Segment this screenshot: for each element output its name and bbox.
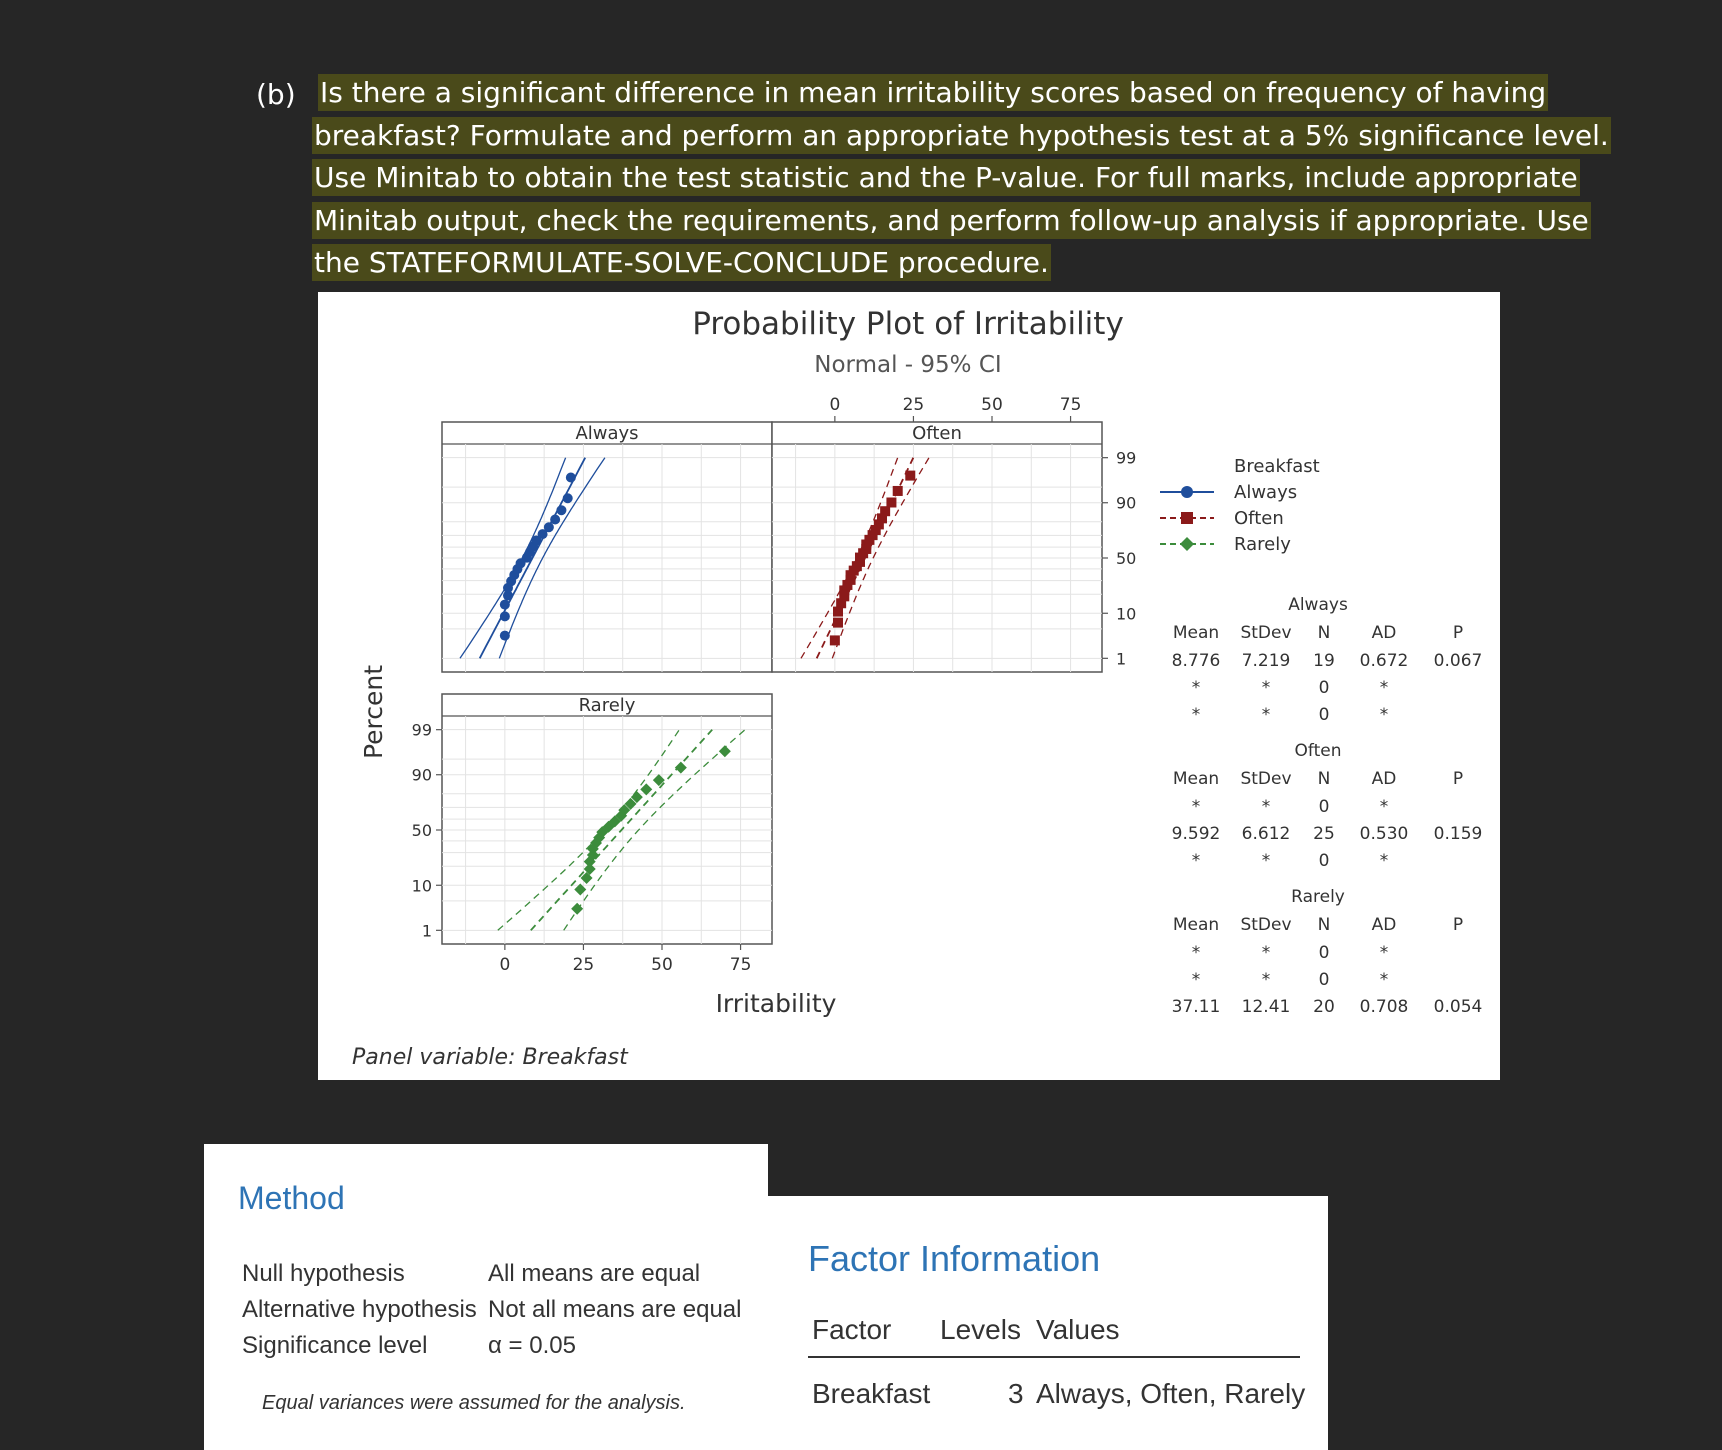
stats-cell: 0.530 <box>1359 824 1409 844</box>
stats-header-cell: P <box>1452 915 1464 935</box>
data-point-often <box>833 618 843 628</box>
legend-label-often: Often <box>1234 508 1284 529</box>
stats-header-cell: P <box>1452 769 1464 789</box>
stats-cell: * <box>1379 943 1389 963</box>
method-null-label: Null hypothesis <box>242 1260 405 1287</box>
data-point-always <box>544 522 554 532</box>
method-card <box>204 1144 768 1450</box>
stats-cell: * <box>1261 970 1271 990</box>
left-axis-tick-label: 1 <box>421 921 432 941</box>
factor-row-values: Always, Often, Rarely <box>1036 1378 1306 1409</box>
stats-header-cell: StDev <box>1240 623 1292 643</box>
stats-cell: 25 <box>1313 824 1335 844</box>
stats-cell: 0 <box>1318 797 1330 817</box>
factor-row-factor: Breakfast <box>812 1378 931 1409</box>
stats-cell: 0.159 <box>1433 824 1483 844</box>
stats-cell: 9.592 <box>1171 824 1221 844</box>
top-axis-tick-label: 50 <box>981 395 1003 415</box>
data-point-always <box>500 600 510 610</box>
data-point-often <box>830 635 840 645</box>
method-null-value: All means are equal <box>488 1260 701 1287</box>
question-line-5: the STATEFORMULATE-SOLVE-CONCLUDE procedure. <box>314 246 1049 279</box>
stats-group-title-rarely: Rarely <box>1291 887 1345 907</box>
stats-cell: 0 <box>1318 970 1330 990</box>
probability-plot <box>318 292 1500 1080</box>
top-axis-tick-label: 0 <box>829 395 841 415</box>
data-point-always <box>556 505 566 515</box>
stats-header-cell: Mean <box>1172 769 1220 789</box>
left-axis-tick-label: 99 <box>411 720 432 740</box>
stats-cell: 0.672 <box>1359 651 1409 671</box>
right-axis-tick-label: 50 <box>1116 549 1137 568</box>
stats-header-cell: Mean <box>1172 915 1220 935</box>
question-line-2: breakfast? Formulate and perform an appropriate hypothesis test at a 5% significance level. <box>314 119 1609 152</box>
stats-header-cell: N <box>1317 769 1331 789</box>
factor-information-card <box>768 1196 1328 1450</box>
legend-title: Breakfast <box>1234 456 1320 477</box>
data-point-often <box>893 486 903 496</box>
stats-cell: * <box>1379 970 1389 990</box>
data-point-often <box>880 506 890 516</box>
factor-info-title: Factor Information <box>808 1238 1101 1279</box>
stats-cell: 0.067 <box>1433 651 1483 671</box>
data-point-often <box>905 471 915 481</box>
method-sig-label: Significance level <box>242 1332 428 1359</box>
stats-cell: 12.41 <box>1241 997 1291 1017</box>
stats-cell: * <box>1261 678 1271 698</box>
bottom-axis-tick-label: 25 <box>572 955 595 975</box>
stats-cell: * <box>1379 678 1389 698</box>
stats-group-title-always: Always <box>1288 595 1348 615</box>
panel-label-always: Always <box>575 423 639 444</box>
stats-cell: * <box>1261 797 1271 817</box>
bottom-axis-tick-label: 50 <box>651 955 673 975</box>
stats-header-cell: AD <box>1371 623 1397 643</box>
bottom-axis-tick-label: 0 <box>499 955 511 975</box>
stats-cell: * <box>1379 797 1389 817</box>
factor-header-factor: Factor <box>812 1314 892 1345</box>
stats-cell: 0 <box>1318 943 1330 963</box>
factor-row-levels: 3 <box>1008 1378 1024 1409</box>
x-axis-label: Irritability <box>715 989 837 1018</box>
method-title: Method <box>238 1180 345 1216</box>
stats-cell: 8.776 <box>1171 651 1221 671</box>
legend-label-always: Always <box>1234 482 1298 503</box>
legend-marker-rarely <box>1180 537 1194 551</box>
stats-cell: * <box>1379 851 1389 871</box>
stats-group-title-often: Often <box>1294 741 1342 761</box>
bottom-axis-tick-label: 75 <box>729 955 752 975</box>
factor-header-levels: Levels <box>940 1314 1021 1345</box>
stats-header-cell: N <box>1317 623 1331 643</box>
top-axis-tick-label: 25 <box>902 395 925 415</box>
right-axis-tick-label: 99 <box>1116 448 1137 468</box>
data-point-always <box>500 611 510 621</box>
stats-header-cell: P <box>1452 623 1464 643</box>
stats-header-cell: N <box>1317 915 1331 935</box>
panel-label-rarely: Rarely <box>578 695 636 716</box>
stats-cell: 19 <box>1313 651 1335 671</box>
right-axis-tick-label: 10 <box>1116 604 1137 624</box>
stats-cell: 7.219 <box>1241 651 1291 671</box>
question-label: (b) <box>256 78 296 111</box>
chart-subtitle: Normal - 95% CI <box>814 352 1002 378</box>
question-line-3: Use Minitab to obtain the test statistic and the P-value. For full marks, include appropriate <box>314 161 1578 194</box>
probability-plot-card <box>318 292 1500 1080</box>
stats-cell: 0.708 <box>1359 997 1409 1017</box>
stats-cell: * <box>1191 943 1201 963</box>
legend-marker-often <box>1181 512 1193 524</box>
stats-cell: 0 <box>1318 851 1330 871</box>
stats-cell: 37.11 <box>1171 997 1221 1017</box>
data-point-always <box>550 515 560 525</box>
stats-cell: * <box>1191 678 1201 698</box>
factor-header-divider <box>808 1356 1300 1358</box>
panel-variable-note: Panel variable: Breakfast <box>352 1045 628 1070</box>
stats-cell: 6.612 <box>1241 824 1291 844</box>
right-axis-tick-label: 90 <box>1116 493 1137 513</box>
panel-label-often: Often <box>912 423 962 444</box>
factor-header-values: Values <box>1036 1314 1120 1345</box>
method-note: Equal variances were assumed for the analysis. <box>262 1392 686 1414</box>
stats-cell: * <box>1261 705 1271 725</box>
stats-header-cell: AD <box>1371 769 1397 789</box>
data-point-always <box>566 473 576 483</box>
stats-cell: 20 <box>1313 997 1335 1017</box>
stats-cell: 0 <box>1318 678 1330 698</box>
stats-cell: * <box>1379 705 1389 725</box>
stats-cell: * <box>1191 851 1201 871</box>
stats-cell: 0.054 <box>1433 997 1483 1017</box>
stats-header-cell: StDev <box>1240 769 1292 789</box>
legend-label-rarely: Rarely <box>1234 534 1291 555</box>
data-point-always <box>500 631 510 641</box>
stats-cell: 0 <box>1318 705 1330 725</box>
left-axis-tick-label: 50 <box>411 821 432 840</box>
stats-cell: * <box>1261 851 1271 871</box>
stats-cell: * <box>1261 943 1271 963</box>
stats-header-cell: StDev <box>1240 915 1292 935</box>
stats-cell: * <box>1191 797 1201 817</box>
stats-header-cell: AD <box>1371 915 1397 935</box>
left-axis-tick-label: 10 <box>411 876 432 896</box>
y-axis-label: Percent <box>359 664 388 760</box>
right-axis-tick-label: 1 <box>1116 649 1127 669</box>
stats-header-cell: Mean <box>1172 623 1220 643</box>
question-line-4: Minitab output, check the requirements, and perform follow-up analysis if appropriate. Use <box>314 204 1589 237</box>
method-alt-label: Alternative hypothesis <box>242 1296 477 1323</box>
method-sig-value: α = 0.05 <box>488 1332 576 1359</box>
legend-marker-always <box>1181 486 1193 498</box>
data-point-always <box>563 493 573 503</box>
data-point-often <box>886 497 896 507</box>
stats-cell: * <box>1191 970 1201 990</box>
left-axis-tick-label: 90 <box>411 765 432 785</box>
stats-cell: * <box>1191 705 1201 725</box>
chart-title: Probability Plot of Irritability <box>692 306 1124 342</box>
question-line-1: Is there a significant difference in mean irritability scores based on frequency of having <box>320 76 1547 109</box>
top-axis-tick-label: 75 <box>1059 395 1082 415</box>
method-alt-value: Not all means are equal <box>488 1296 742 1323</box>
